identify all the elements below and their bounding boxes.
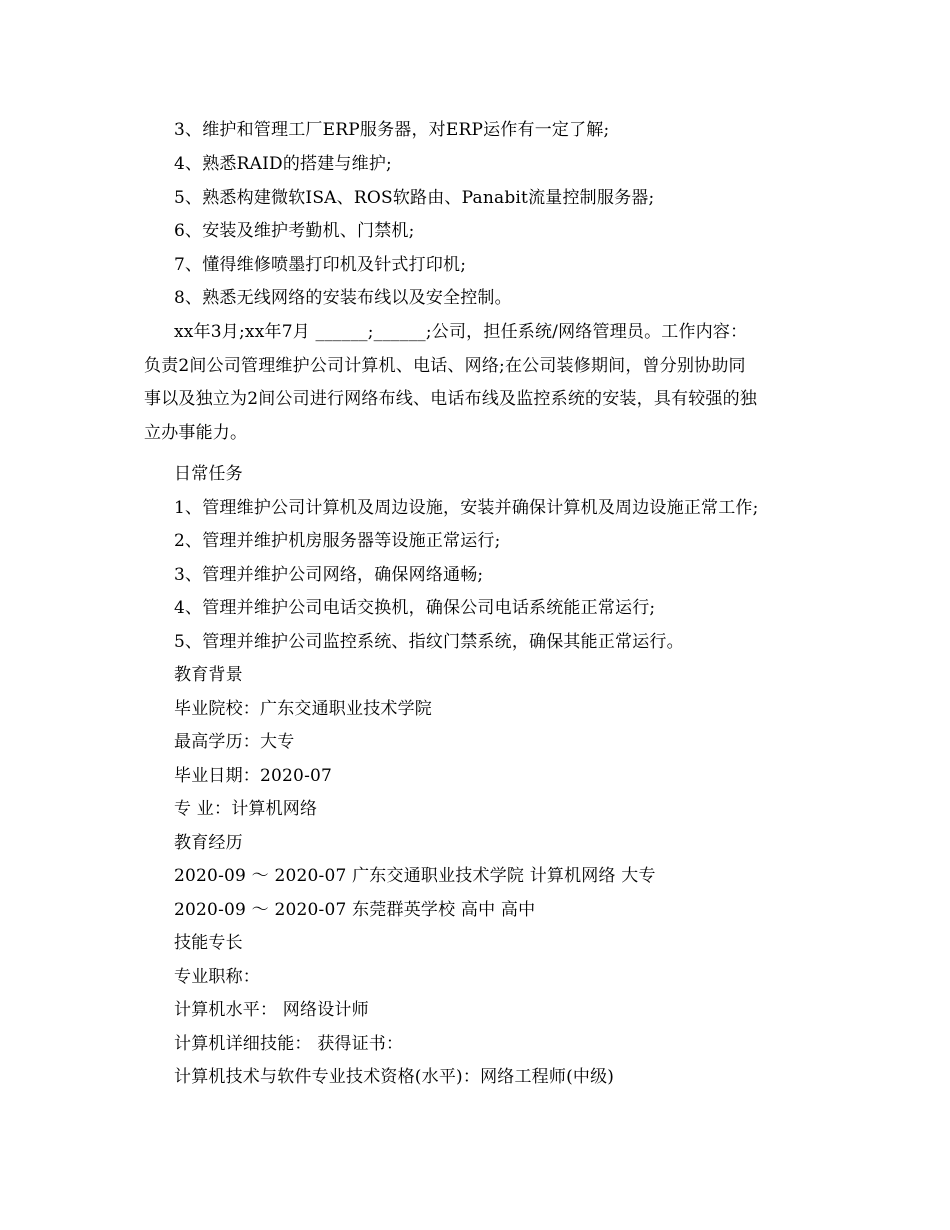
education-background-item: 专 业：计算机网络 xyxy=(174,799,318,819)
education-background-heading: 教育背景 xyxy=(174,665,243,685)
skills-detail-item: 专业职称： xyxy=(174,967,260,987)
daily-task-item: 5、管理并维护公司监控系统、指纹门禁系统，确保其能正常运行。 xyxy=(174,632,684,652)
skill-item: 8、熟悉无线网络的安装布线以及安全控制。 xyxy=(174,288,512,308)
work-paragraph-line: 立办事能力。 xyxy=(144,423,248,443)
work-paragraph-line: xx年3月;xx年7月 ______;______;公司，担任系统/网络管理员。工作内容： xyxy=(174,322,748,342)
skill-item: 7、懂得维修喷墨打印机及针式打印机; xyxy=(174,255,467,275)
daily-tasks-heading: 日常任务 xyxy=(174,464,243,484)
skills-heading: 技能专长 xyxy=(174,933,243,953)
skill-item: 4、熟悉RAID的搭建与维护; xyxy=(174,154,392,174)
daily-task-item: 2、管理并维护机房服务器等设施正常运行; xyxy=(174,531,501,551)
skill-item: 3、维护和管理工厂ERP服务器，对ERP运作有一定了解; xyxy=(174,120,610,140)
daily-task-item: 4、管理并维护公司电话交换机，确保公司电话系统能正常运行; xyxy=(174,598,656,618)
daily-task-item: 1、管理维护公司计算机及周边设施，安装并确保计算机及周边设施正常工作; xyxy=(174,498,759,518)
skills-detail-item: 计算机水平： 网络设计师 xyxy=(174,1000,369,1020)
work-paragraph-line: 负责2间公司管理维护公司计算机、电话、网络;在公司装修期间，曾分别协助同 xyxy=(144,356,746,376)
skill-item: 6、安装及维护考勤机、门禁机; xyxy=(174,221,415,241)
education-background-item: 最高学历：大专 xyxy=(174,732,295,752)
skills-detail-item: 计算机详细技能： 获得证书： xyxy=(174,1034,404,1054)
education-background-item: 毕业日期：2020-07 xyxy=(174,766,333,786)
education-history-item: 2020-09 ～ 2020-07 广东交通职业技术学院 计算机网络 大专 xyxy=(174,866,656,886)
skill-item: 5、熟悉构建微软ISA、ROS软路由、Panabit流量控制服务器; xyxy=(174,188,655,208)
skills-detail-item: 计算机技术与软件专业技术资格(水平)：网络工程师(中级) xyxy=(174,1067,615,1087)
education-background-item: 毕业院校：广东交通职业技术学院 xyxy=(174,699,432,719)
daily-task-item: 3、管理并维护公司网络，确保网络通畅; xyxy=(174,565,484,585)
work-paragraph-line: 事以及独立为2间公司进行网络布线、电话布线及监控系统的安装，具有较强的独 xyxy=(144,389,758,409)
education-history-item: 2020-09 ～ 2020-07 东莞群英学校 高中 高中 xyxy=(174,900,536,920)
education-history-heading: 教育经历 xyxy=(174,833,243,853)
